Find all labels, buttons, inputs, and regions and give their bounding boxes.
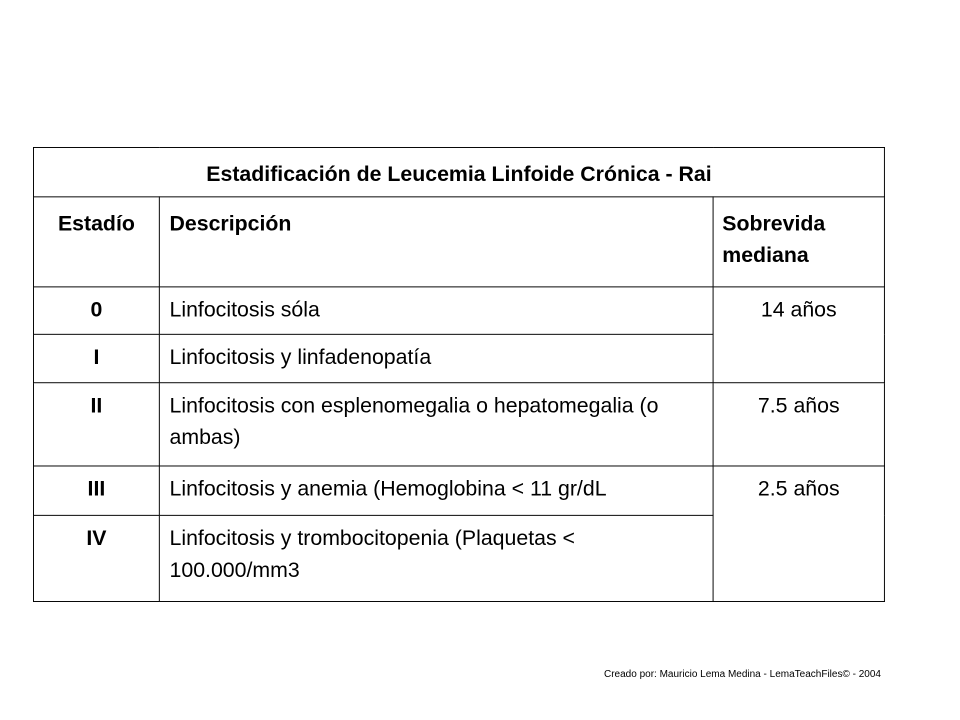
stage-cell: IV (33, 515, 159, 601)
table-row (33, 383, 884, 466)
stage-cell: I (33, 334, 159, 382)
description-cell: Linfocitosis y linfadenopatía (159, 334, 713, 382)
credit-footer: Creado por: Mauricio Lema Medina - LemaTeachFiles© - 2004 (604, 669, 881, 680)
table-row (33, 287, 884, 334)
header-survival: Sobrevida mediana (713, 197, 884, 287)
table-header-row (33, 197, 884, 287)
stage-cell: III (33, 466, 159, 515)
stage-cell: II (33, 383, 159, 466)
table-title: Estadificación de Leucemia Linfoide Crónica - Rai (33, 147, 884, 196)
survival-cell: 7.5 años (713, 383, 884, 466)
description-cell: Linfocitosis sóla (159, 287, 713, 334)
table-title-row (33, 147, 884, 196)
table-row (33, 466, 884, 515)
survival-cell: 2.5 años (713, 466, 884, 602)
description-cell: Linfocitosis y trombocitopenia (Plaquetas < 100.000/mm3 (159, 515, 713, 601)
rai-staging-table (33, 147, 885, 602)
stage-cell: 0 (33, 287, 159, 334)
survival-cell: 14 años (713, 287, 884, 383)
header-description: Descripción (159, 197, 713, 287)
description-cell: Linfocitosis con esplenomegalia o hepatomegalia (o ambas) (159, 383, 713, 466)
description-cell: Linfocitosis y anemia (Hemoglobina < 11 gr/dL (159, 466, 713, 515)
header-stage: Estadío (33, 197, 159, 287)
